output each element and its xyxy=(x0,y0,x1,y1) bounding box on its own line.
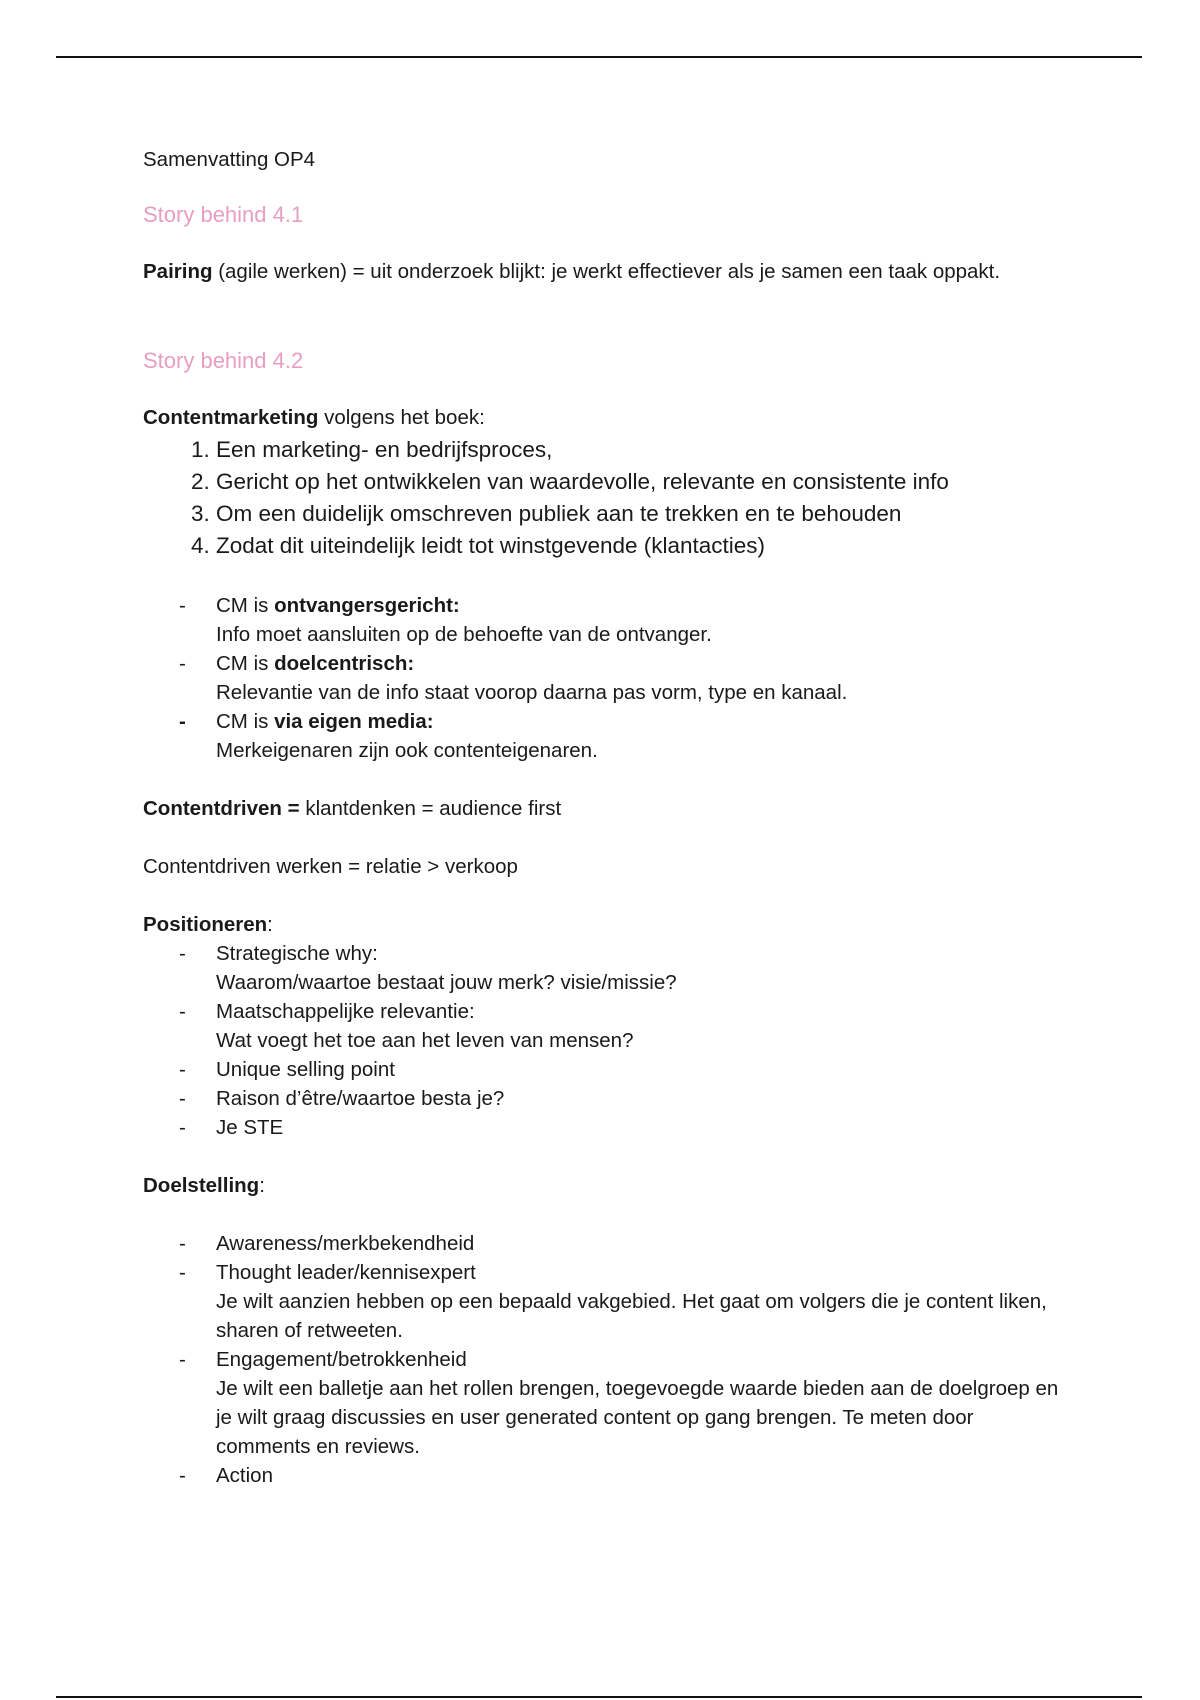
contentdriven-term: Contentdriven = xyxy=(143,797,300,820)
positioneren-list xyxy=(143,939,1063,1142)
step-item: 2. Gericht op het ontwikkelen van waardevolle, relevante en consistente info xyxy=(216,466,1063,498)
cm-point-desc: Relevantie van de info staat voorop daarna pas vorm, type en kanaal. xyxy=(216,681,848,704)
doelstelling-heading xyxy=(143,1171,1063,1200)
list-item-text: Maatschappelijke relevantie: xyxy=(216,1000,475,1023)
contentmarketing-steps xyxy=(143,434,1063,562)
cm-point xyxy=(216,707,1063,765)
bottom-rule xyxy=(56,1696,1142,1698)
positioneren-heading xyxy=(143,910,1063,939)
list-item-text: Raison d’être/waartoe besta je? xyxy=(216,1087,505,1110)
list-item xyxy=(216,1258,1063,1345)
contentdriven-text: klantdenken = audience first xyxy=(299,797,562,820)
step-item: 3. Om een duidelijk omschreven publiek aan te trekken en te behouden xyxy=(216,498,1063,530)
cm-point-desc: Merkeigenaren zijn ook contenteigenaren. xyxy=(216,739,598,762)
contentmarketing-term: Contentmarketing xyxy=(143,406,319,429)
document-page xyxy=(143,145,1063,1490)
doelstelling-list xyxy=(143,1229,1063,1490)
list-item-text: Awareness/merkbekendheid xyxy=(216,1232,475,1255)
list-item xyxy=(216,1345,1063,1461)
list-item-desc: Waarom/waartoe bestaat jouw merk? visie/missie? xyxy=(216,971,677,994)
cm-point-prefix: CM is xyxy=(216,652,275,675)
positioneren-term: Positioneren xyxy=(143,913,268,936)
cm-point-term: ontvangersgericht: xyxy=(274,594,460,617)
list-item-text: Action xyxy=(216,1464,273,1487)
cm-point-term: doelcentrisch: xyxy=(274,652,415,675)
cm-point-prefix: CM is xyxy=(216,710,275,733)
pairing-paragraph xyxy=(143,257,1063,286)
top-rule xyxy=(56,56,1142,58)
cm-point xyxy=(216,649,1063,707)
list-item xyxy=(216,1229,1063,1258)
list-item xyxy=(216,1113,1063,1142)
doelstelling-colon: : xyxy=(259,1174,265,1197)
list-item-desc: Wat voegt het toe aan het leven van mensen? xyxy=(216,1029,634,1052)
list-item-text: Engagement/betrokkenheid xyxy=(216,1348,467,1371)
document-title: Samenvatting OP4 xyxy=(143,148,316,171)
list-item xyxy=(216,1084,1063,1113)
list-item xyxy=(216,1055,1063,1084)
list-item-text: Strategische why: xyxy=(216,942,378,965)
positioneren-colon: : xyxy=(267,913,273,936)
section-heading-4-2: Story behind 4.2 xyxy=(143,348,304,373)
list-item xyxy=(216,939,1063,997)
pairing-text: (agile werken) = uit onderzoek blijkt: je werkt effectiever als je samen een taak oppakt. xyxy=(212,260,1001,283)
section-heading-4-1: Story behind 4.1 xyxy=(143,202,304,227)
pairing-term: Pairing xyxy=(143,260,213,283)
cm-point xyxy=(216,591,1063,649)
list-item xyxy=(216,1461,1063,1490)
list-item-text: Je STE xyxy=(216,1116,284,1139)
cm-point-desc: Info moet aansluiten op de behoefte van de ontvanger. xyxy=(216,623,712,646)
contentmarketing-intro-text: volgens het boek: xyxy=(318,406,485,429)
list-item-text: Thought leader/kennisexpert xyxy=(216,1261,476,1284)
step-item: 4. Zodat dit uiteindelijk leidt tot winstgevende (klantacties) xyxy=(216,530,1063,562)
list-item xyxy=(216,997,1063,1055)
cm-characteristics-list xyxy=(143,591,1063,765)
contentmarketing-intro xyxy=(143,403,1063,432)
doelstelling-term: Doelstelling xyxy=(143,1174,260,1197)
cm-point-term: via eigen media: xyxy=(274,710,434,733)
list-item-text: Unique selling point xyxy=(216,1058,395,1081)
contentdriven-definition xyxy=(143,794,1063,823)
list-item-desc: Je wilt aanzien hebben op een bepaald vakgebied. Het gaat om volgers die je content liken, sharen of retweeten. xyxy=(216,1290,1047,1342)
contentdriven-work: Contentdriven werken = relatie > verkoop xyxy=(143,855,518,878)
cm-point-prefix: CM is xyxy=(216,594,275,617)
list-item-desc: Je wilt een balletje aan het rollen brengen, toegevoegde waarde bieden aan de doelgroep en je wilt graag discussies en user generated content op gang brengen. Te meten door comments en reviews. xyxy=(216,1377,1059,1458)
step-item: 1. Een marketing- en bedrijfsproces, xyxy=(216,434,1063,466)
